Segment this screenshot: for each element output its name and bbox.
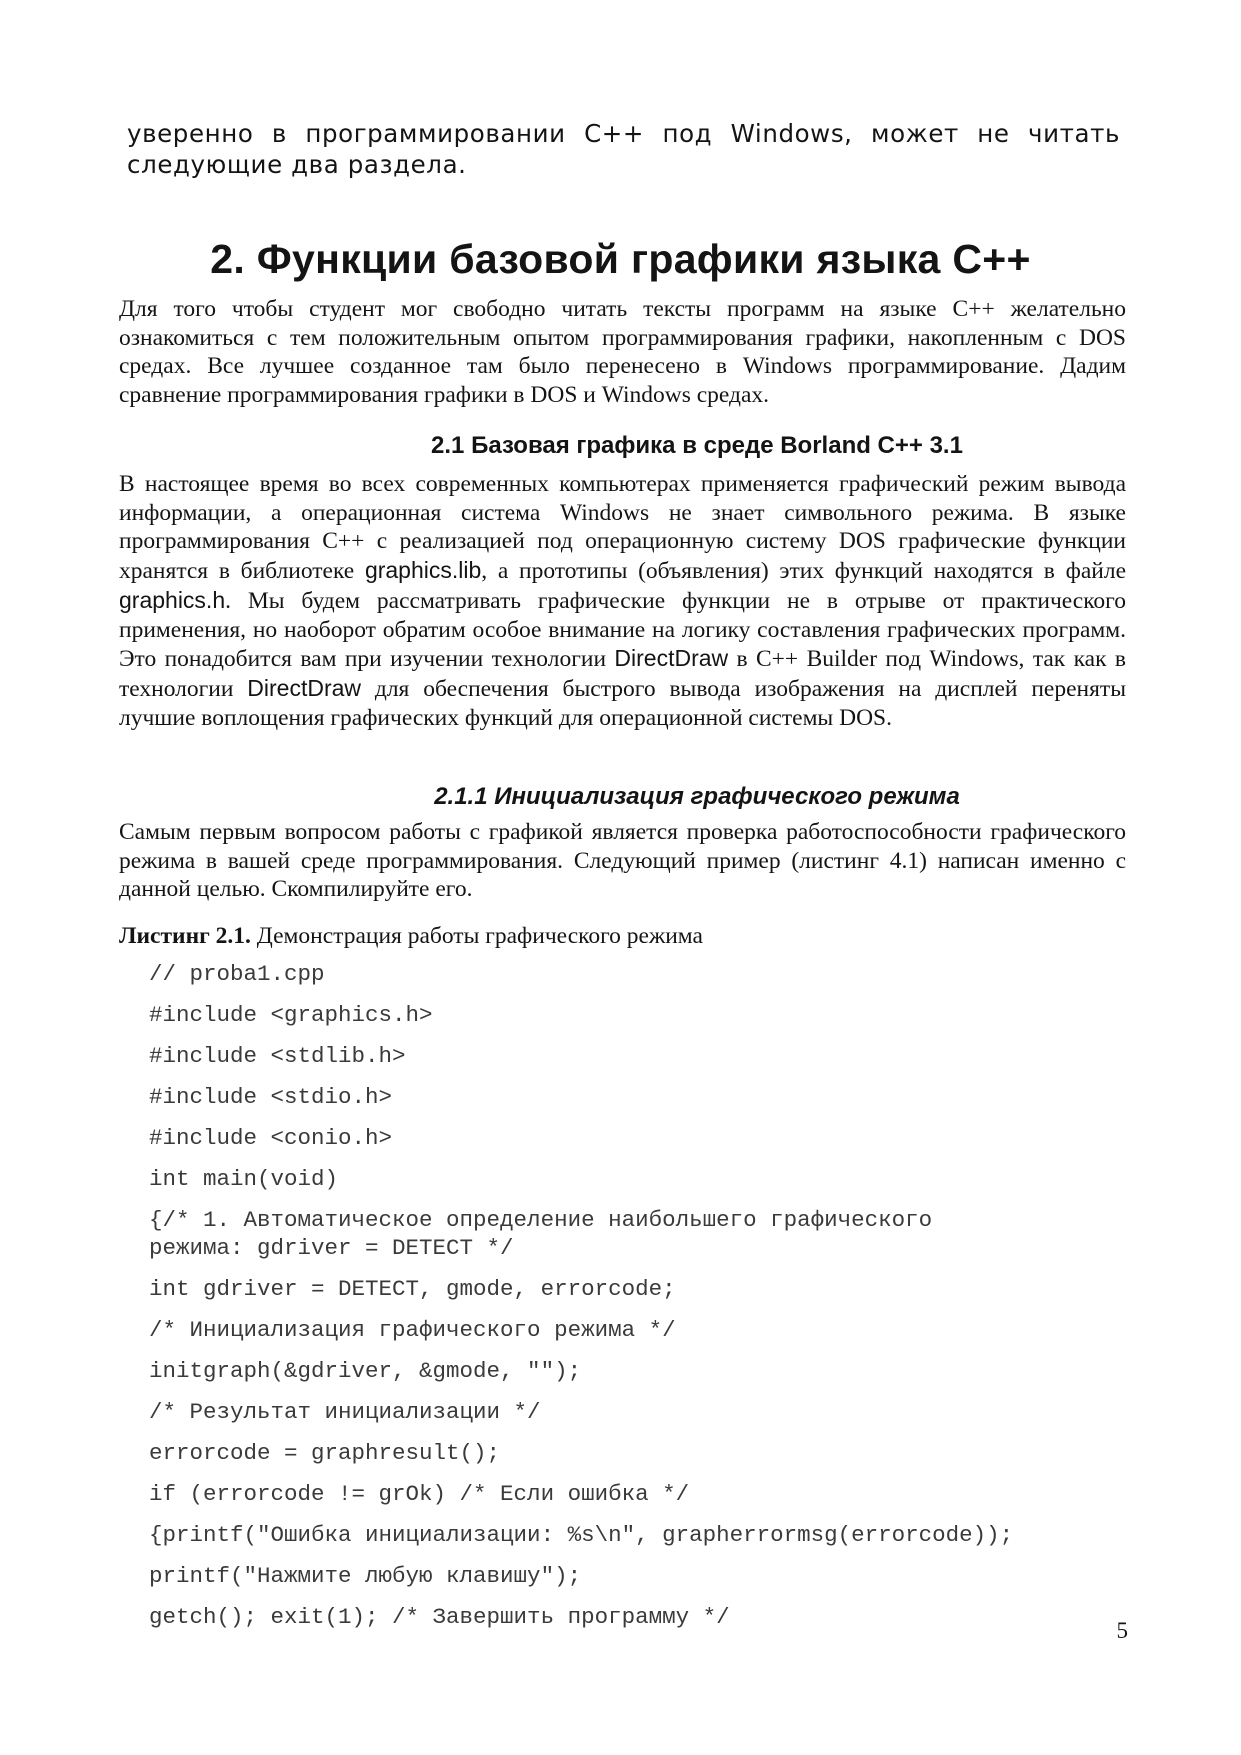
intro-paragraph bbox=[127, 118, 1120, 180]
code-line: initgraph(&gdriver, &gmode, ""); bbox=[149, 1358, 582, 1384]
listing-caption-text: Демонстрация работы графического режима bbox=[250, 923, 703, 949]
code-line: #include <stdio.h> bbox=[149, 1084, 393, 1110]
code-listing bbox=[149, 960, 1139, 1644]
code-line: /* Результат инициализации */ bbox=[149, 1399, 541, 1425]
section-text-2: , а прототипы (объявления) этих функций находятся в файле bbox=[481, 558, 1126, 585]
intro-line-1: уверенно в программировании С++ под Windows, может не читать bbox=[127, 119, 1120, 148]
code-line: // proba1.cpp bbox=[149, 961, 325, 987]
listing-label: Листинг 2.1. bbox=[119, 923, 251, 949]
library-name: graphics.lib bbox=[364, 557, 482, 584]
subsection-title: 2.1.1 Инициализация графического режима bbox=[434, 783, 960, 810]
code-line: int gdriver = DETECT, gmode, errorcode; bbox=[149, 1276, 676, 1302]
technology-name-2: DirectDraw bbox=[247, 674, 362, 701]
page-number: 5 bbox=[1116, 1618, 1128, 1643]
chapter-intro-paragraph: Для того чтобы студент мог свободно читать тексты программ на языке С++ желательно ознакомиться с тем положительным опытом программирования графики, накопленным с DOS средах. Все лучшее созданное там было перенесено в Windows программирование. Дадим сравнение программирования графики в DOS и Windows средах. bbox=[119, 296, 1126, 409]
section-text-1: В настоящее время во всех современных компьютерах применяется графический режим вывода информации, а операционная система Windows не знает символьного режима. В языке программирования С++ с реализацией под операционную систему DOS графические функции хранятся в библиотеке bbox=[119, 471, 1126, 585]
intro-line-2: следующие два раздела. bbox=[127, 150, 467, 179]
code-line: {/* 1. Автоматическое определение наибольшего графического режима: gdriver = DETECT */ bbox=[149, 1207, 933, 1261]
code-line: printf("Нажмите любую клавишу"); bbox=[149, 1563, 582, 1589]
code-line: #include <conio.h> bbox=[149, 1125, 393, 1151]
section-text-5: для обеспечения быстрого вывода изображения на дисплей переняты лучшие воплощения графических функций для операционной системы DOS. bbox=[119, 675, 1126, 731]
section-text-3: . Мы будем рассматривать графические функции не в отрыве от практического применения, но наоборот обратим особое внимание на логику составления графических программ. Это понадобится вам при изучении технологии bbox=[119, 587, 1126, 673]
code-line: /* Инициализация графического режима */ bbox=[149, 1317, 676, 1343]
code-line: #include <stdlib.h> bbox=[149, 1043, 406, 1069]
section-title: 2.1 Базовая графика в среде Borland C++ 3.1 bbox=[431, 432, 963, 459]
code-line: getch(); exit(1); /* Завершить программу */ bbox=[149, 1604, 730, 1630]
technology-name: DirectDraw bbox=[614, 645, 729, 672]
listing-caption bbox=[119, 923, 1119, 950]
chapter-title: 2. Функции базовой графики языка С++ bbox=[210, 236, 1031, 282]
code-line: int main(void) bbox=[149, 1166, 339, 1192]
code-line: {printf("Ошибка инициализации: %s\n", grapherrormsg(errorcode)); bbox=[149, 1522, 1014, 1548]
section-paragraph bbox=[119, 470, 1126, 732]
section-text-4: в С++ Builder под Windows, так как в технологии bbox=[119, 646, 1126, 702]
code-line: if (errorcode != grOk) /* Если ошибка */ bbox=[149, 1481, 690, 1507]
subsection-paragraph: Самым первым вопросом работы с графикой является проверка работоспособности графического режима в вашей среде программирования. Следующий пример (листинг 4.1) написан именно с данной целью. Скомпилируйте его. bbox=[119, 819, 1126, 903]
code-line: #include <graphics.h> bbox=[149, 1002, 433, 1028]
header-file-name: graphics.h bbox=[119, 586, 226, 613]
code-line: errorcode = graphresult(); bbox=[149, 1440, 501, 1466]
